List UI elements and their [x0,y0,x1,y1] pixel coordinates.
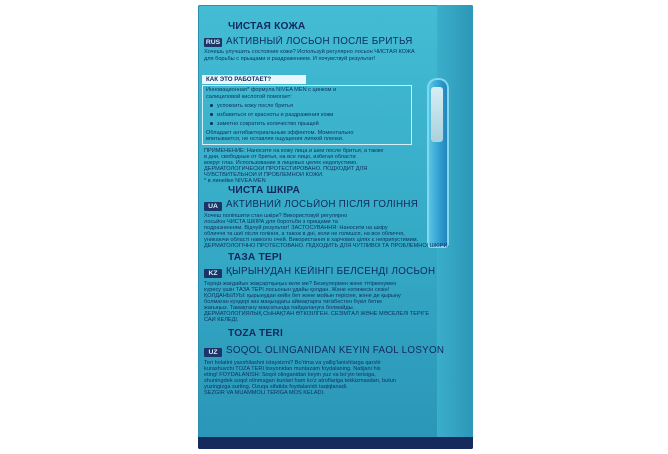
product-package [198,5,473,449]
uz-subtitle: SOQOL OLINGANIDAN KEYIN FAOL LOSYON [226,345,445,356]
ru-usage-line-2: в дни, свободные от бритья, на все лицо, избегая области [204,154,356,160]
uz-body-line-6: SEZGIR VA MUAMMOLI TERIGA MOS KELADI. [204,390,325,396]
uz-body-line-4: shuningdek soqol olinmagan kunlari ham ko'z atroflariga tekkizmasdan, butun [204,378,396,384]
kz-title: ТАЗА ТЕРІ [228,252,282,263]
kz-body-line-2: күресу үшін ТАЗА ТЕРІ лосьонын ұдайы қолдан. Және нәтижесін сезін! [204,287,390,293]
ru-bullet-3-text: заметно сократить количество прыщей [217,121,319,127]
ru-intro-line-1: Хочешь улучшить состояние кожи? Используй регулярно лосьон ЧИСТАЯ КОЖА [204,49,415,55]
ru-how-intro-line-2: салициловой кислотой помогает: [206,94,292,100]
ru-bullet-2 [210,112,333,118]
ru-how-outro-line-1: Обладает антибактериальным эффектом. Моментально [206,130,354,136]
ru-bullet-2-text: избавиться от красноты и раздражения кожи [217,112,334,118]
ru-subtitle: АКТИВНЫЙ ЛОСЬОН ПОСЛЕ БРИТЬЯ [226,36,413,47]
ru-how-it-works-title: КАК ЭТО РАБОТАЕТ? [202,75,306,84]
ru-usage-line-3: вокруг глаз. Использование в лицевых целях недопустимо. [204,160,358,166]
kz-body-line-6: ДЕРМАТОЛОГИЯЛЫҚ СЫНАҚТАН ӨТКІЗІЛГЕН. СЕЗІМТАЛ ЖӘНЕ МӘСЕЛЕЛІ ТЕРІГЕ [204,311,430,317]
kz-body-line-7: САЙ КЕЛЕДІ. [204,317,239,323]
uz-title: TOZA TERI [228,328,284,339]
bullet-icon [210,113,213,116]
ua-body-line-1: Хочеш поліпшити стан шкіри? Використовуй регулярно [204,213,348,219]
ru-language-badge: RUS [205,39,221,46]
ru-how-outro-line-2: впитывается, не оставляя ощущения липкой пленки. [206,136,344,142]
ua-language-badge: UA [204,202,222,211]
kz-body-line-5: жағыңыз. Тамақтану мақсатында пайдалануға болмайды. [204,305,355,311]
ru-intro-line-2: для борьбы с прыщами и раздражением. И почувствуй результат! [204,56,376,62]
ru-bullet-1 [210,103,293,109]
uz-body-line-3: eting! FOYDALANISH: Soqol olinganidan keyin yuz va bo'yin terisiga, [204,372,376,378]
ua-body-line-4: обличчя та шиї після гоління, а також в дні, коли не голишся, на все обличчя, [204,231,405,237]
ua-body-line-6: ДЕРМАТОЛОГІЧНО ПРОТЕСТОВАНО. ПІДХОДИТЬ ДЛЯ ЧУТЛИВОЇ ТА ПРОБЛЕМНОЇ ШКІРИ. [204,243,450,249]
ru-usage-line-1: ПРИМЕНЕНИЕ: Наносите на кожу лица и шеи после бритья, а также [204,148,384,154]
ua-title: ЧИСТА ШКІРА [228,185,301,196]
ru-usage-line-5: ЧУВСТВИТЕЛЬНОЙ И ПРОБЛЕМНОЙ КОЖИ. [204,172,324,178]
package-bottom-stripe [198,437,473,449]
kz-body-line-1: Теріңіз жағдайын жақсартқыңыз келе ме? Безеулермен және тітіркенумен [204,281,397,287]
ru-how-intro-line-1: Инновационная* формула NIVEA MEN с цинком и [206,87,337,93]
ua-subtitle: АКТИВНИЙ ЛОСЬЙОН ПІСЛЯ ГОЛІННЯ [226,199,419,210]
uz-body-line-5: yuzingizga surting. Ozuqa sifatida foydalanish taqiqlanadi. [204,384,348,390]
ru-usage-line-6: * в линейке NIVEA MEN [204,178,266,184]
ru-title: ЧИСТАЯ КОЖА [228,21,306,32]
ru-bullet-1-text: успокоить кожу после бритья [217,103,293,109]
ru-bullet-3 [210,121,319,127]
bullet-icon [210,122,213,125]
kz-body-line-4: болмаған күндері көз маңындағы аймақтарға тигізбестен бүкіл бетке [204,299,383,305]
bullet-icon [210,104,213,107]
kz-language-badge: KZ [204,269,222,278]
kz-body-line-3: ҚОЛДАНЫЛУЫ: қырынудан кейін бет және мойын терісіне, және де қырыну [204,293,401,299]
kz-subtitle: ҚЫРЫНУДАН КЕЙІНГІ БЕЛСЕНДІ ЛОСЬОН [226,266,436,277]
ru-usage-line-4: ДЕРМАТОЛОГИЧЕСКИ ПРОТЕСТИРОВАНО. ПОДХОДИТ ДЛЯ [204,166,368,172]
ua-body-line-3: подразненням. Відчуй результат! ЗАСТОСУВАННЯ: Наносити на шкіру [204,225,388,231]
ua-body-line-5: уникаючи області навколо очей. Використання в харчових цілях є неприпустимим. [204,237,419,243]
uz-language-badge: UZ [204,348,222,357]
ua-body-line-2: лосьйон ЧИСТА ШКІРА для боротьби з прищами та [204,219,338,225]
uz-body-line-2: kurashuvchi TOZA TERI losyonidan muntazam foydalaning. Natijani his [204,366,381,372]
uz-body-line-1: Teri holatini yaxshilashni istaysizmi? Bo'rtma va yallig'lanishlarga qarshi [204,360,381,366]
